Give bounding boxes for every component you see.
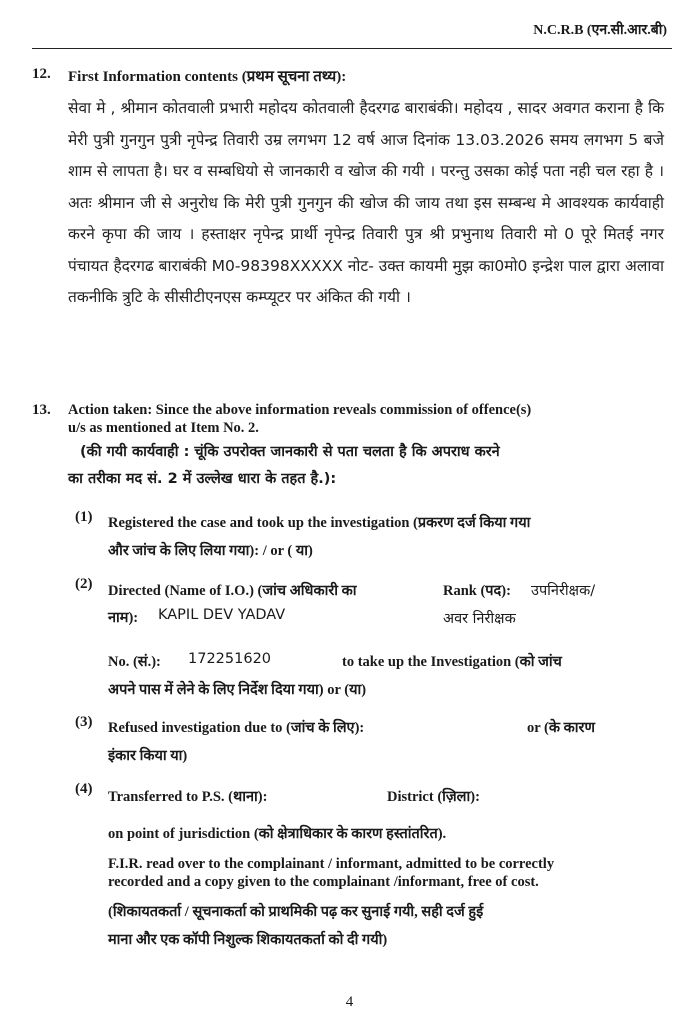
district-label: District (ज़िला): (387, 789, 480, 805)
page-number: 4 (345, 994, 354, 1010)
fir-hindi-line2: माना और एक कॉपी निशुल्क शिकायतकर्ता को दी गयी) (108, 932, 388, 948)
header-divider (32, 48, 672, 49)
io-number-label: No. (सं.): (108, 654, 161, 670)
transferred-label: Transferred to P.S. (थाना): (108, 789, 268, 805)
io-name-value: KAPIL DEV YADAV (158, 607, 286, 623)
refused-or: or (के कारण (527, 720, 595, 736)
fir-read-line2: recorded and a copy given to the complainant /informant, free of cost. (108, 874, 539, 890)
refused-line2: इंकार किया या) (108, 748, 188, 764)
rank-value-2: अवर निरीक्षक (443, 611, 516, 627)
section-13-title-line1: Action taken: Since the above information reveals commission of offence(s) (68, 402, 532, 418)
take-up-line2: अपने पास में लेने के लिए निर्देश दिया गया) or (या) (108, 682, 367, 698)
refused-label: Refused investigation due to (जांच के लिए): (108, 720, 365, 736)
first-information-body: सेवा मे , श्रीमान कोतवाली प्रभारी महोदय कोतवाली हैदरगढ बाराबंकी। महोदय , सादर अवगत कराना है कि मेरी पुत्री गुनगुन पुत्री नृपेन्द्र तिवारी उम्र लगभग 12 वर्ष आज दिनांक 13.03.2026 समय लगभग 5 बजे शाम से लापता है। घर व सम्बधियो से जानकारी व खोज की गयी । परन्तु उसका कोई पता नही चल रहा है । अतः श्रीमान जी से अनुरोध कि मेरी पुत्री गुनगुन की खोज की जाय तथा इस सम्बन्ध मे आवश्यक कार्यवाही करने कृपा की जाय । हस्ताक्षर नृपेन्द्र प्रार्थी नृपेन्द्र तिवारी पुत्र श्री प्रभुनाथ तिवारी मो 0 पूरे मितई नगर पंचायत हैदरगढ बाराबंकी M0-98398XXXXX नोट- उक्त कायमी मुझ का0मो0 इन्द्रेश पाल द्वारा अलावा तकनीकि त्रुटि के सीसीटीएनएस कम्प्यूटर पर अंकित की गयी । (68, 99, 664, 306)
item-1-number: (1) (75, 509, 93, 525)
item-4-number: (4) (75, 781, 93, 797)
fir-hindi-line1: (शिकायतकर्ता / सूचनाकर्ता को प्राथमिकी पढ़ कर सुनाई गयी, सही दर्ज हुई (108, 904, 484, 920)
section-12-title: First Information contents (प्रथम सूचना तथ्य): (68, 69, 347, 85)
section-13-number: 13. (32, 402, 51, 418)
take-up-label: to take up the Investigation (को जांच (342, 654, 562, 670)
section-13-hindi-line2: का तरीका मद सं. 2 में उल्लेख धारा के तहत है.): (68, 471, 337, 487)
directed-label: Directed (Name of I.O.) (जांच अधिकारी का (108, 583, 357, 599)
rank-value-1: उपनिरीक्षक/ (531, 583, 596, 599)
jurisdiction-label: on point of jurisdiction (को क्षेत्राधिकार के कारण हस्तांतरित). (108, 826, 447, 842)
io-name-label: नाम): (108, 610, 139, 626)
item-3-number: (3) (75, 714, 93, 730)
fir-read-line1: F.I.R. read over to the complainant / informant, admitted to be correctly (108, 856, 555, 872)
section-12-number: 12. (32, 66, 51, 82)
item-1-line2: और जांच के लिए लिया गया): / or ( या) (108, 543, 313, 559)
section-13-title-line2: u/s as mentioned at Item No. 2. (68, 420, 259, 436)
document-code: N.C.R.B (एन.सी.आर.बी) (533, 23, 667, 38)
section-13-hindi-line1: (की गयी कार्यवाही : चूंकि उपरोक्त जानकारी से पता चलता है कि अपराध करने (80, 444, 500, 460)
rank-label: Rank (पद): (443, 583, 511, 599)
item-1-line1: Registered the case and took up the investigation (प्रकरण दर्ज किया गया (108, 515, 531, 531)
item-2-number: (2) (75, 576, 93, 592)
io-number-value: 172251620 (188, 651, 272, 667)
